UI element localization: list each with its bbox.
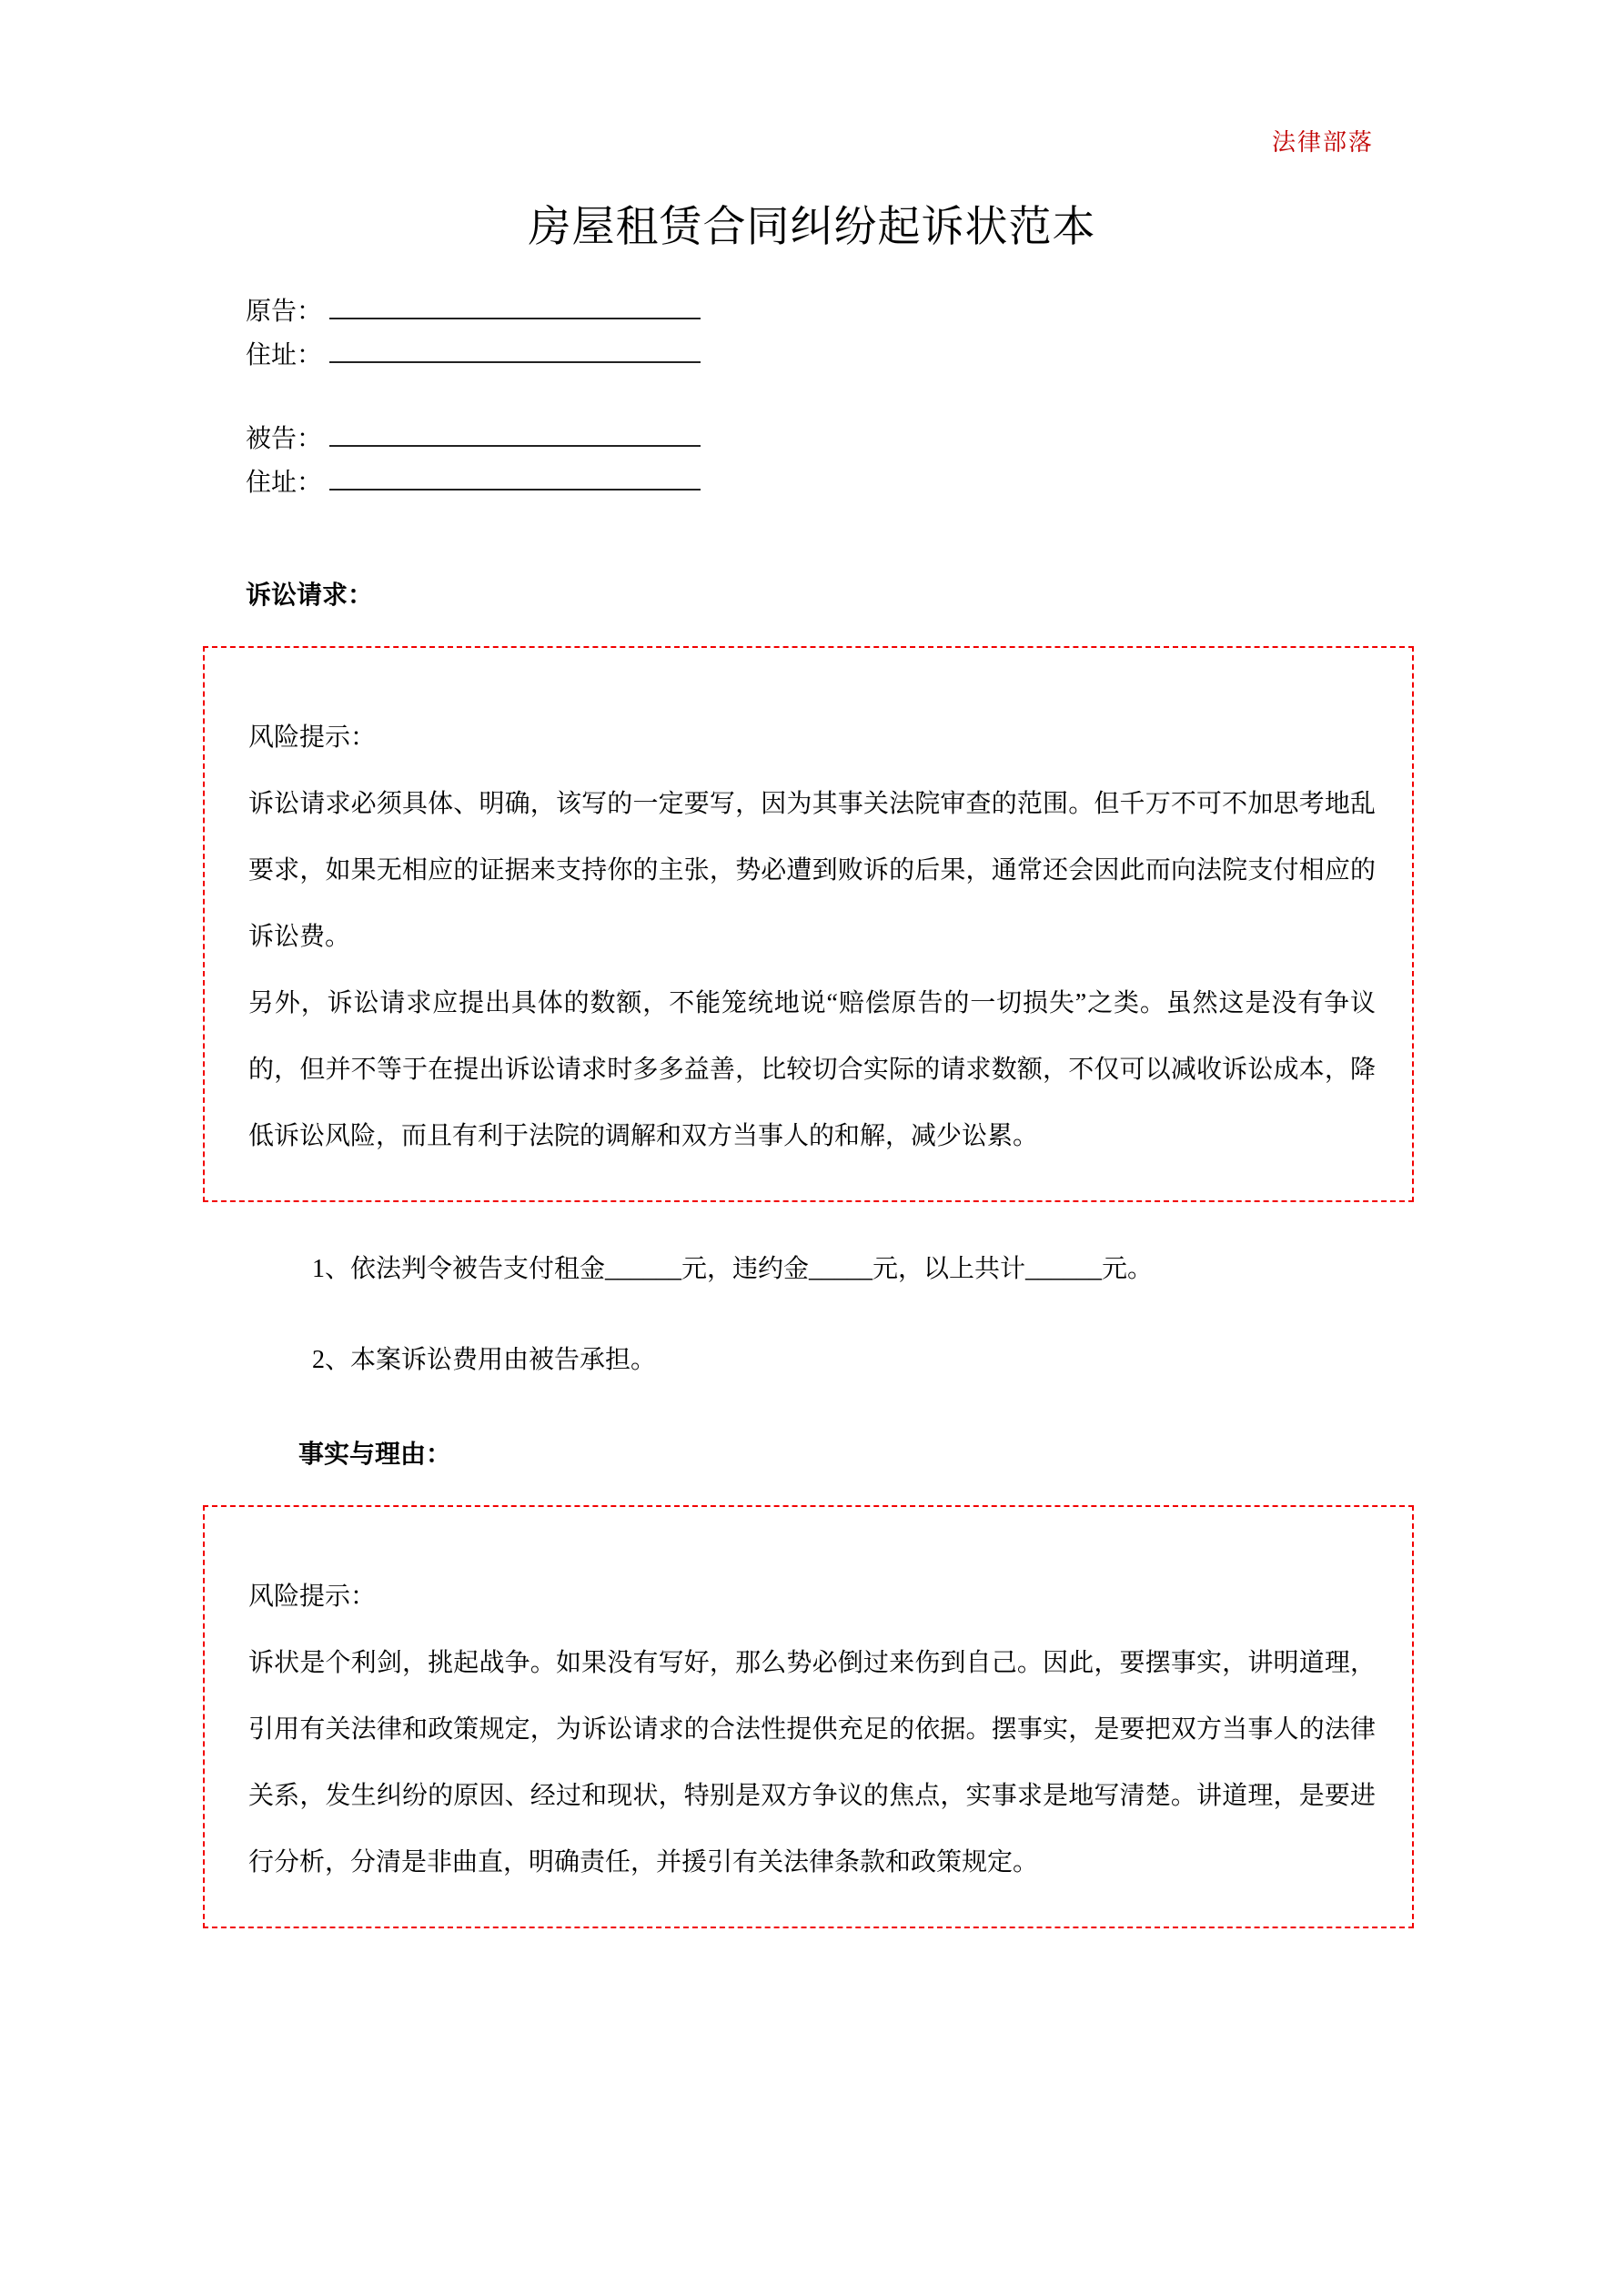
- facts-risk-heading: 风险提示：: [248, 1583, 377, 1611]
- plaintiff-blank-line: [329, 290, 701, 319]
- document-title: 房屋租赁合同纠纷起诉状范本: [528, 204, 1096, 251]
- defendant-blank-line: [329, 418, 701, 447]
- plaintiff-address-row: [246, 334, 1460, 378]
- defendant-group: [246, 418, 1460, 505]
- defendant-address-row: [246, 461, 1460, 505]
- claim-item: 2、本案诉讼费用由被告承担。: [312, 1346, 657, 1374]
- claims-heading: 诉讼请求：: [246, 582, 374, 610]
- defendant-label: 被告：: [246, 425, 323, 453]
- facts-heading: 事实与理由：: [298, 1441, 452, 1469]
- claims-risk-paragraph: 诉讼请求必须具体、明确，该写的一定要写，因为其事关法院审查的范围。但千万不可不加思考地乱要求，如果无相应的证据来支持你的主张，势必遭到败诉的后果，通常还会因此而向法院支付相应的诉讼费。: [248, 790, 1376, 951]
- document-body: [0, 290, 1624, 1928]
- facts-risk-paragraph: 诉状是个利剑，挑起战争。如果没有写好，那么势必倒过来伤到自己。因此，要摆事实，讲明道理，引用有关法律和政策规定，为诉讼请求的合法性提供充足的依据。摆事实，是要把双方当事人的法律关系，发生纠纷的原因、经过和现状，特别是双方争议的焦点，实事求是地写清楚。讲道理，是要进行分析，分清是非曲直，明确责任，并援引有关法律条款和政策规定。: [248, 1649, 1376, 1876]
- claims-risk-paragraph: 另外，诉讼请求应提出具体的数额，不能笼统地说“赔偿原告的一切损失”之类。虽然这是没有争议的，但并不等于在提出诉讼请求时多多益善，比较切合实际的请求数额，不仅可以减收诉讼成本，降低诉讼风险，而且有利于法院的调解和双方当事人的和解，减少讼累。: [248, 989, 1376, 1150]
- claim-item: 1、依法判令被告支付租金______元，违约金_____元，以上共计______元。: [312, 1255, 1154, 1283]
- defendant-address-label: 住址：: [246, 469, 323, 497]
- plaintiff-label: 原告：: [246, 298, 323, 326]
- plaintiff-row: [246, 290, 1460, 334]
- defendant-address-blank-line: [329, 461, 701, 491]
- plaintiff-group: [246, 290, 1460, 378]
- claims-risk-heading: 风险提示：: [248, 723, 377, 752]
- claims-risk-box: [203, 646, 1414, 1202]
- defendant-row: [246, 418, 1460, 461]
- plaintiff-address-blank-line: [329, 334, 701, 363]
- site-watermark: 法律部落: [1271, 128, 1374, 156]
- facts-risk-box: [203, 1505, 1414, 1928]
- plaintiff-address-label: 住址：: [246, 341, 323, 369]
